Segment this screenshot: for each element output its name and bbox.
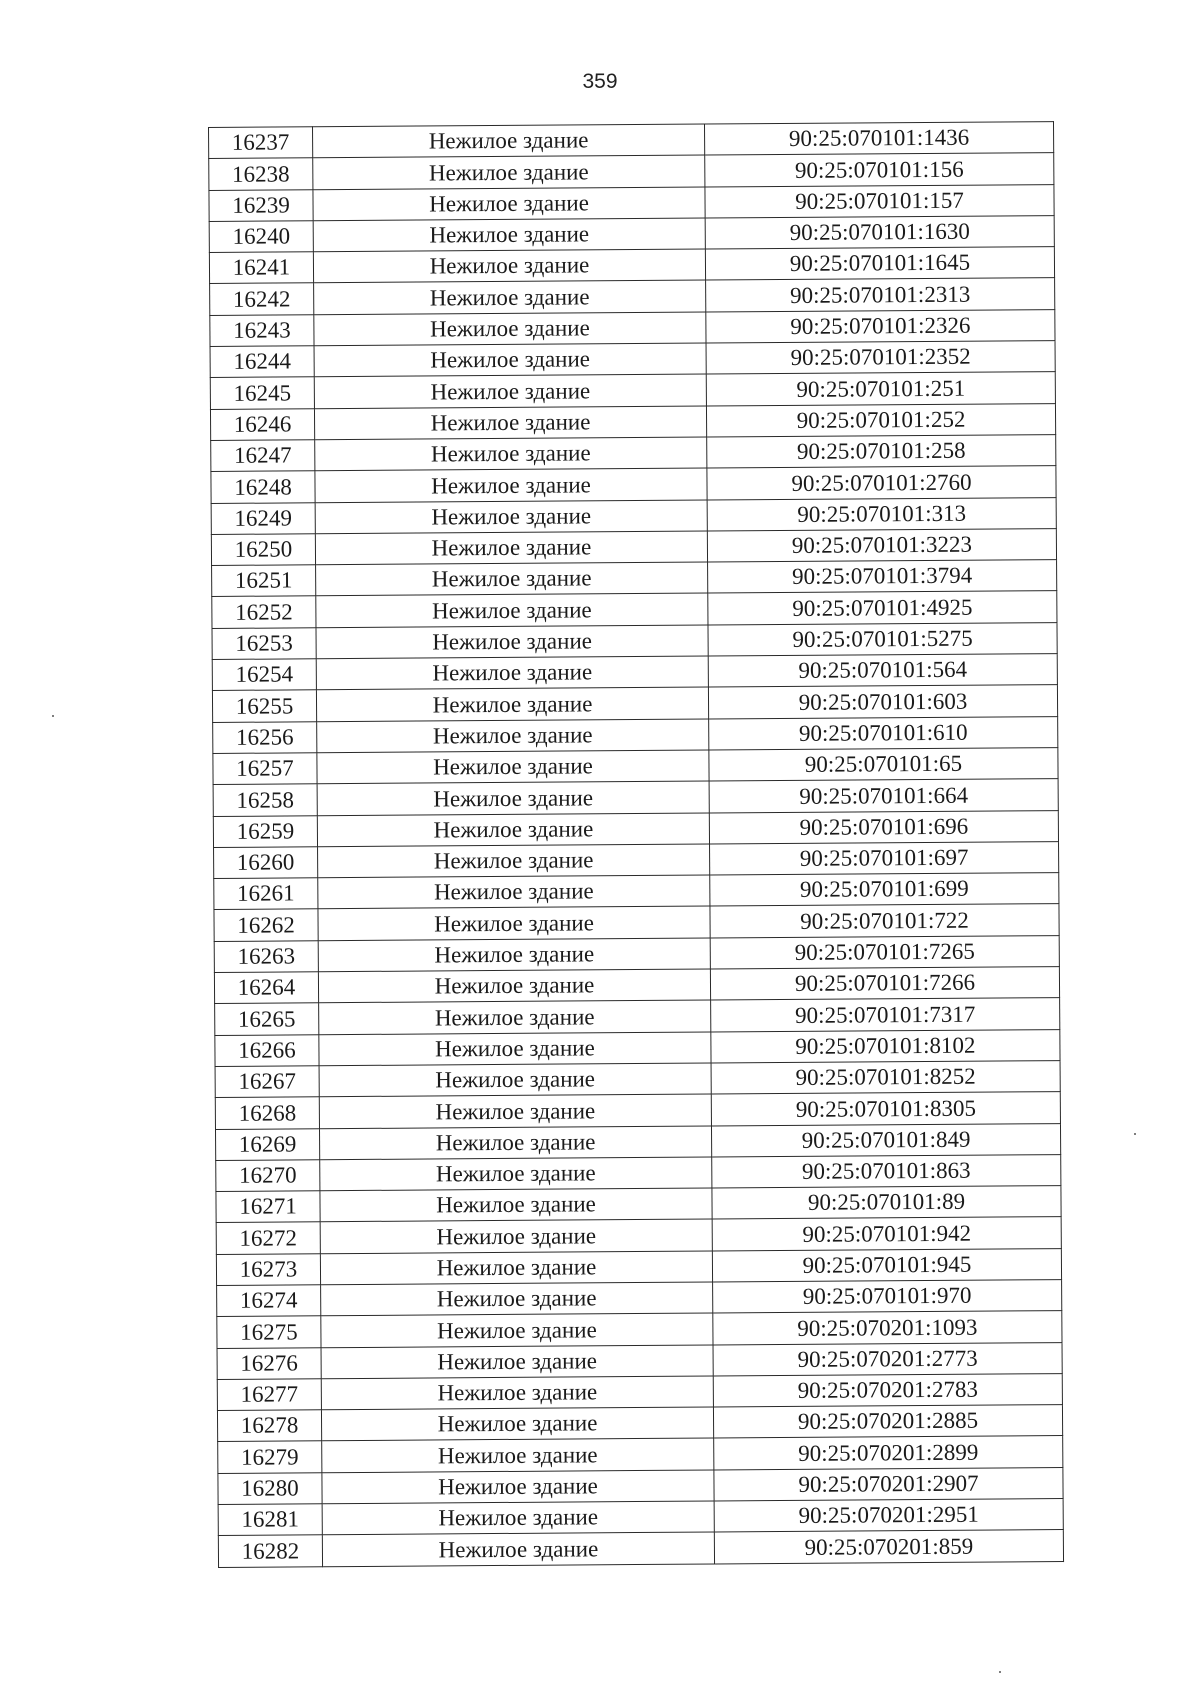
table-row [218,1530,1063,1567]
cadastral-number-cell: 90:25:070101:8102 [711,1029,1060,1063]
object-type-cell: Нежилое здание [318,969,710,1003]
table-row [217,1342,1062,1379]
cadastral-number-cell: 90:25:070101:2352 [706,341,1055,375]
table-row [212,685,1057,722]
cadastral-number-cell: 90:25:070101:2326 [706,309,1055,343]
object-type-cell: Нежилое здание [313,218,705,252]
table-row [213,716,1058,753]
object-type-cell: Нежилое здание [322,1470,714,1504]
row-number-cell: 16262 [214,909,318,941]
row-number-cell: 16269 [215,1128,319,1160]
object-type-cell: Нежилое здание [322,1532,714,1566]
object-type-cell: Нежилое здание [313,187,705,221]
table-row [217,1311,1062,1348]
object-type-cell: Нежилое здание [318,844,710,878]
cadastral-number-cell: 90:25:070201:1093 [713,1311,1062,1345]
table-row [209,153,1054,190]
object-type-cell: Нежилое здание [322,1501,714,1535]
table-row [218,1467,1063,1504]
cadastral-number-cell: 90:25:070101:2313 [706,278,1055,312]
row-number-cell: 16240 [209,221,313,253]
table-row [212,654,1057,691]
table-row [211,435,1056,472]
object-type-cell: Нежилое здание [321,1345,713,1379]
table-row [217,1405,1062,1442]
row-number-cell: 16246 [210,408,314,440]
row-number-cell: 16250 [211,534,315,566]
table-row [210,309,1055,346]
table-row [215,1092,1060,1129]
row-number-cell: 16274 [217,1285,321,1317]
row-number-cell: 16261 [214,878,318,910]
table-row [209,184,1054,221]
object-type-cell: Нежилое здание [319,1126,711,1160]
scan-speck [1134,1133,1136,1135]
cadastral-number-cell: 90:25:070101:4925 [708,591,1057,625]
row-number-cell: 16265 [215,1003,319,1035]
row-number-cell: 16248 [211,471,315,503]
cadastral-number-cell: 90:25:070201:2885 [713,1405,1062,1439]
row-number-cell: 16281 [218,1504,322,1536]
table-row [212,591,1057,628]
cadastral-number-cell: 90:25:070101:65 [709,748,1058,782]
cadastral-number-cell: 90:25:070101:8305 [711,1092,1060,1126]
cadastral-number-cell: 90:25:070101:89 [712,1186,1061,1220]
table-row [209,247,1054,284]
object-type-cell: Нежилое здание [318,875,710,909]
object-type-cell: Нежилое здание [315,531,707,565]
object-type-cell: Нежилое здание [320,1251,712,1285]
table-row [215,1123,1060,1160]
table-row [216,1154,1061,1191]
object-type-cell: Нежилое здание [317,781,709,815]
row-number-cell: 16244 [210,346,314,378]
registry-table-body [209,122,1064,1568]
row-number-cell: 16272 [216,1222,320,1254]
object-type-cell: Нежилое здание [316,625,708,659]
object-type-cell: Нежилое здание [314,312,706,346]
object-type-cell: Нежилое здание [315,437,707,471]
scan-speck [52,715,54,717]
object-type-cell: Нежилое здание [314,343,706,377]
cadastral-number-cell: 90:25:070201:2773 [713,1342,1062,1376]
row-number-cell: 16271 [216,1191,320,1223]
row-number-cell: 16249 [211,502,315,534]
object-type-cell: Нежилое здание [320,1188,712,1222]
registry-table [208,121,1064,1568]
object-type-cell: Нежилое здание [317,719,709,753]
table-row [211,497,1056,534]
object-type-cell: Нежилое здание [321,1313,713,1347]
row-number-cell: 16256 [213,721,317,753]
row-number-cell: 16263 [214,940,318,972]
cadastral-number-cell: 90:25:070101:610 [709,716,1058,750]
row-number-cell: 16252 [212,596,316,628]
table-row [211,466,1056,503]
row-number-cell: 16255 [212,690,316,722]
table-row [213,779,1058,816]
table-row [218,1499,1063,1536]
cadastral-number-cell: 90:25:070101:7266 [710,967,1059,1001]
row-number-cell: 16275 [217,1316,321,1348]
cadastral-number-cell: 90:25:070101:157 [705,184,1054,218]
object-type-cell: Нежилое здание [316,656,708,690]
row-number-cell: 16270 [216,1160,320,1192]
table-row [214,935,1059,972]
row-number-cell: 16258 [213,784,317,816]
row-number-cell: 16245 [210,377,314,409]
cadastral-number-cell: 90:25:070101:3794 [708,560,1057,594]
table-row [216,1186,1061,1223]
table-row [216,1217,1061,1254]
object-type-cell: Нежилое здание [321,1376,713,1410]
object-type-cell: Нежилое здание [315,500,707,534]
object-type-cell: Нежилое здание [321,1407,713,1441]
cadastral-number-cell: 90:25:070101:252 [706,403,1055,437]
cadastral-number-cell: 90:25:070201:859 [714,1530,1063,1564]
object-type-cell: Нежилое здание [313,124,705,158]
cadastral-number-cell: 90:25:070101:2760 [707,466,1056,500]
table-row [212,560,1057,597]
object-type-cell: Нежилое здание [318,906,710,940]
cadastral-number-cell: 90:25:070101:3223 [707,528,1056,562]
table-row [218,1436,1063,1473]
row-number-cell: 16278 [217,1410,321,1442]
object-type-cell: Нежилое здание [319,1094,711,1128]
row-number-cell: 16264 [214,972,318,1004]
cadastral-number-cell: 90:25:070101:258 [707,435,1056,469]
object-type-cell: Нежилое здание [320,1219,712,1253]
object-type-cell: Нежилое здание [319,1063,711,1097]
cadastral-number-cell: 90:25:070101:251 [706,372,1055,406]
cadastral-number-cell: 90:25:070201:2899 [714,1436,1063,1470]
cadastral-number-cell: 90:25:070101:945 [712,1248,1061,1282]
scan-speck [999,1671,1001,1673]
row-number-cell: 16276 [217,1347,321,1379]
cadastral-number-cell: 90:25:070201:2907 [714,1467,1063,1501]
row-number-cell: 16280 [218,1473,322,1505]
row-number-cell: 16242 [210,283,314,315]
cadastral-number-cell: 90:25:070101:603 [708,685,1057,719]
cadastral-number-cell: 90:25:070101:1436 [704,122,1053,156]
table-row [212,622,1057,659]
object-type-cell: Нежилое здание [320,1157,712,1191]
cadastral-number-cell: 90:25:070101:1645 [705,247,1054,281]
row-number-cell: 16238 [209,158,313,190]
object-type-cell: Нежилое здание [319,1000,711,1034]
row-number-cell: 16239 [209,189,313,221]
cadastral-number-cell: 90:25:070101:7317 [711,998,1060,1032]
table-row [216,1248,1061,1285]
object-type-cell: Нежилое здание [313,249,705,283]
row-number-cell: 16266 [215,1034,319,1066]
cadastral-number-cell: 90:25:070101:942 [712,1217,1061,1251]
table-row [214,904,1059,941]
row-number-cell: 16257 [213,753,317,785]
object-type-cell: Нежилое здание [317,750,709,784]
table-row [215,1060,1060,1097]
cadastral-number-cell: 90:25:070101:564 [708,654,1057,688]
table-row [210,403,1055,440]
cadastral-number-cell: 90:25:070101:313 [707,497,1056,531]
row-number-cell: 16267 [215,1066,319,1098]
table-row [213,810,1058,847]
cadastral-number-cell: 90:25:070101:970 [713,1280,1062,1314]
table-row [215,1029,1060,1066]
object-type-cell: Нежилое здание [316,593,708,627]
object-type-cell: Нежилое здание [316,687,708,721]
object-type-cell: Нежилое здание [317,813,709,847]
row-number-cell: 16259 [213,815,317,847]
cadastral-number-cell: 90:25:070101:699 [710,873,1059,907]
row-number-cell: 16260 [214,847,318,879]
table-row [210,341,1055,378]
cadastral-number-cell: 90:25:070101:5275 [708,622,1057,656]
row-number-cell: 16273 [216,1253,320,1285]
table-row [214,873,1059,910]
cadastral-number-cell: 90:25:070101:696 [709,810,1058,844]
row-number-cell: 16243 [210,315,314,347]
row-number-cell: 16237 [209,127,313,159]
row-number-cell: 16268 [215,1097,319,1129]
object-type-cell: Нежилое здание [319,1032,711,1066]
cadastral-number-cell: 90:25:070101:1630 [705,215,1054,249]
table-row [210,372,1055,409]
table-row [215,998,1060,1035]
table-row [209,122,1054,159]
cadastral-number-cell: 90:25:070101:722 [710,904,1059,938]
cadastral-number-cell: 90:25:070101:664 [709,779,1058,813]
table-row [214,841,1059,878]
cadastral-number-cell: 90:25:070101:849 [711,1123,1060,1157]
cadastral-number-cell: 90:25:070101:8252 [711,1060,1060,1094]
cadastral-number-cell: 90:25:070101:863 [712,1154,1061,1188]
table-row [209,215,1054,252]
row-number-cell: 16279 [218,1441,322,1473]
table-row [214,967,1059,1004]
cadastral-number-cell: 90:25:070201:2951 [714,1499,1063,1533]
table-row [213,748,1058,785]
table-row [211,528,1056,565]
cadastral-number-cell: 90:25:070101:156 [705,153,1054,187]
object-type-cell: Нежилое здание [321,1282,713,1316]
cadastral-number-cell: 90:25:070101:697 [710,841,1059,875]
row-number-cell: 16282 [218,1535,322,1567]
object-type-cell: Нежилое здание [313,155,705,189]
row-number-cell: 16241 [209,252,313,284]
cadastral-number-cell: 90:25:070101:7265 [710,935,1059,969]
object-type-cell: Нежилое здание [315,468,707,502]
row-number-cell: 16254 [212,659,316,691]
page-number: 359 [582,70,618,93]
table-row [217,1373,1062,1410]
row-number-cell: 16253 [212,628,316,660]
object-type-cell: Нежилое здание [314,406,706,440]
object-type-cell: Нежилое здание [314,281,706,315]
row-number-cell: 16247 [211,440,315,472]
row-number-cell: 16251 [212,565,316,597]
row-number-cell: 16277 [217,1379,321,1411]
object-type-cell: Нежилое здание [318,938,710,972]
object-type-cell: Нежилое здание [322,1438,714,1472]
cadastral-number-cell: 90:25:070201:2783 [713,1373,1062,1407]
object-type-cell: Нежилое здание [316,562,708,596]
object-type-cell: Нежилое здание [314,374,706,408]
table-row [210,278,1055,315]
table-row [217,1280,1062,1317]
